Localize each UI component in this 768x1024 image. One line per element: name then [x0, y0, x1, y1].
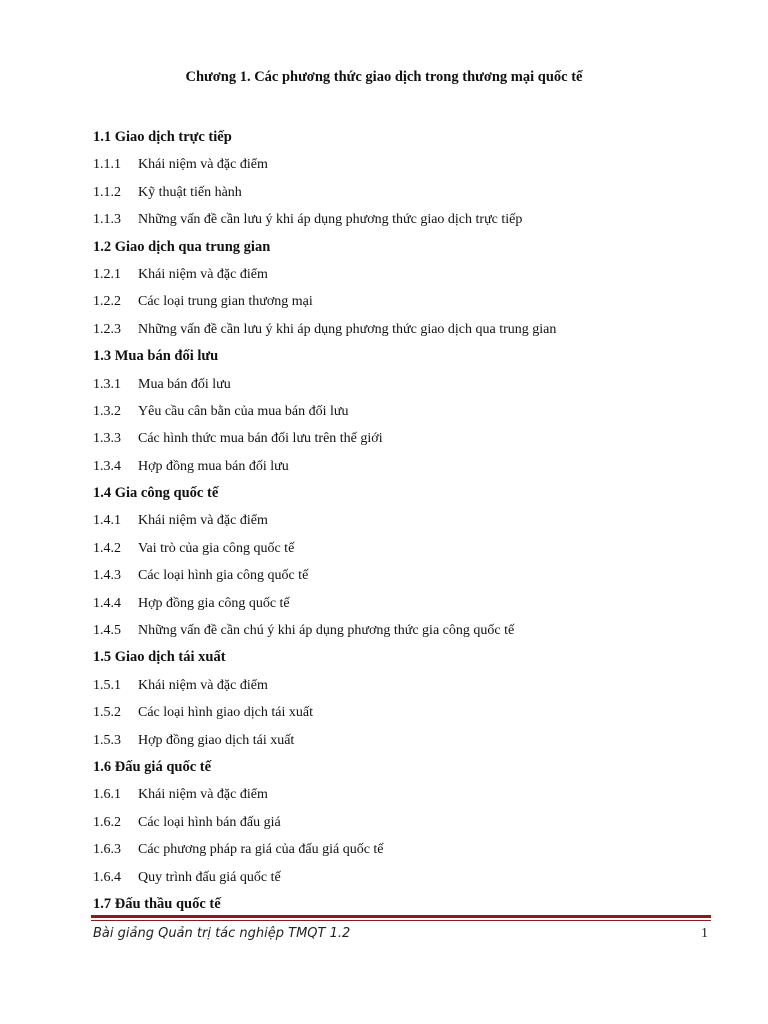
toc-entry-number: 1.4.2 — [93, 540, 121, 556]
footer-rule-thin — [91, 920, 711, 921]
toc-entry — [93, 781, 713, 808]
toc-entry-number: 1.2.3 — [93, 321, 121, 337]
toc-entry-number: 1.4.1 — [93, 513, 121, 529]
toc-entry — [93, 288, 713, 315]
toc-entry — [93, 617, 713, 644]
toc-entry-text: Các loại hình giao dịch tái xuất — [138, 705, 313, 721]
toc-section-heading: 1.3 Mua bán đối lưu — [93, 348, 219, 365]
toc-entry-text: Các phương pháp ra giá của đấu giá quốc tế — [138, 842, 384, 858]
toc-entry-text: Khái niệm và đặc điểm — [138, 677, 268, 693]
toc-entry-text: Mua bán đối lưu — [138, 376, 231, 392]
toc-entry — [93, 453, 713, 480]
toc-entry-text: Những vấn đề cần lưu ý khi áp dụng phương thức giao dịch qua trung gian — [138, 321, 557, 337]
toc-entry — [93, 179, 713, 206]
toc-entry-text: Các hình thức mua bán đối lưu trên thế giới — [138, 431, 383, 447]
toc-entry — [93, 151, 713, 178]
toc-entry-text: Các loại hình gia công quốc tế — [138, 568, 309, 584]
toc-entry-number: 1.2.1 — [93, 266, 121, 282]
toc-entry — [93, 507, 713, 534]
toc-entry — [93, 809, 713, 836]
table-of-contents — [93, 124, 713, 918]
toc-entry-number: 1.5.3 — [93, 732, 121, 748]
toc-section-heading: 1.7 Đấu thầu quốc tế — [93, 895, 221, 912]
toc-entry — [93, 672, 713, 699]
toc-entry — [93, 836, 713, 863]
toc-entry — [93, 727, 713, 754]
toc-entry-text: Kỹ thuật tiến hành — [138, 184, 242, 200]
toc-section-heading: 1.5 Giao dịch tái xuất — [93, 649, 226, 666]
toc-entry — [93, 206, 713, 233]
toc-section-heading: 1.4 Gia công quốc tế — [93, 485, 219, 502]
toc-entry-text: Các loại hình bán đấu giá — [138, 814, 281, 830]
toc-entry-number: 1.1.3 — [93, 212, 121, 228]
toc-entry-number: 1.3.1 — [93, 376, 121, 392]
toc-entry-number: 1.1.2 — [93, 184, 121, 200]
toc-entry-number: 1.5.1 — [93, 677, 121, 693]
footer-text: Bài giảng Quản trị tác nghiệp TMQT 1.2 — [93, 926, 351, 941]
toc-entry-text: Các loại trung gian thương mại — [138, 294, 313, 310]
toc-entry-number: 1.3.3 — [93, 431, 121, 447]
toc-entry-text: Quy trình đấu giá quốc tế — [138, 869, 281, 885]
toc-entry-number: 1.6.2 — [93, 814, 121, 830]
footer-rule — [91, 915, 711, 918]
toc-entry-number: 1.3.2 — [93, 403, 121, 419]
toc-entry-number: 1.3.4 — [93, 458, 121, 474]
toc-entry — [93, 316, 713, 343]
toc-entry-text: Những vấn đề cần lưu ý khi áp dụng phương thức giao dịch trực tiếp — [138, 212, 523, 228]
toc-entry-number: 1.4.4 — [93, 595, 121, 611]
toc-entry — [93, 864, 713, 891]
toc-section-heading: 1.2 Giao dịch qua trung gian — [93, 238, 271, 255]
toc-entry — [93, 398, 713, 425]
toc-entry — [93, 261, 713, 288]
toc-entry-text: Hợp đồng mua bán đối lưu — [138, 458, 289, 474]
toc-entry — [93, 590, 713, 617]
toc-entry — [93, 425, 713, 452]
toc-entry-text: Hợp đồng gia công quốc tế — [138, 595, 290, 611]
toc-entry-text: Khái niệm và đặc điểm — [138, 513, 268, 529]
toc-entry-number: 1.2.2 — [93, 294, 121, 310]
page-number: 1 — [701, 926, 708, 941]
toc-entry-text: Hợp đồng giao dịch tái xuất — [138, 732, 295, 748]
toc-entry-number: 1.5.2 — [93, 705, 121, 721]
toc-entry-number: 1.6.3 — [93, 842, 121, 858]
chapter-title: Chương 1. Các phương thức giao dịch trong thương mại quốc tế — [185, 69, 583, 85]
toc-entry-number: 1.6.4 — [93, 869, 121, 885]
toc-entry-text: Yêu cầu cân bằn của mua bán đối lưu — [138, 403, 349, 419]
toc-entry-text: Khái niệm và đặc điểm — [138, 266, 268, 282]
toc-section-heading: 1.1 Giao dịch trực tiếp — [93, 129, 232, 145]
toc-entry-number: 1.6.1 — [93, 787, 121, 803]
toc-entry-text: Khái niệm và đặc điểm — [138, 787, 268, 803]
toc-entry-number: 1.4.3 — [93, 568, 121, 584]
toc-entry-number: 1.1.1 — [93, 157, 121, 173]
toc-entry-text: Khái niệm và đặc điểm — [138, 157, 268, 173]
toc-entry-text: Vai trò của gia công quốc tế — [138, 540, 295, 556]
toc-entry — [93, 699, 713, 726]
toc-entry — [93, 371, 713, 398]
toc-entry-text: Những vấn đề cần chú ý khi áp dụng phương thức gia công quốc tế — [138, 623, 515, 639]
toc-entry-number: 1.4.5 — [93, 623, 121, 639]
toc-entry — [93, 562, 713, 589]
toc-section-heading: 1.6 Đấu giá quốc tế — [93, 758, 212, 775]
toc-entry — [93, 535, 713, 562]
